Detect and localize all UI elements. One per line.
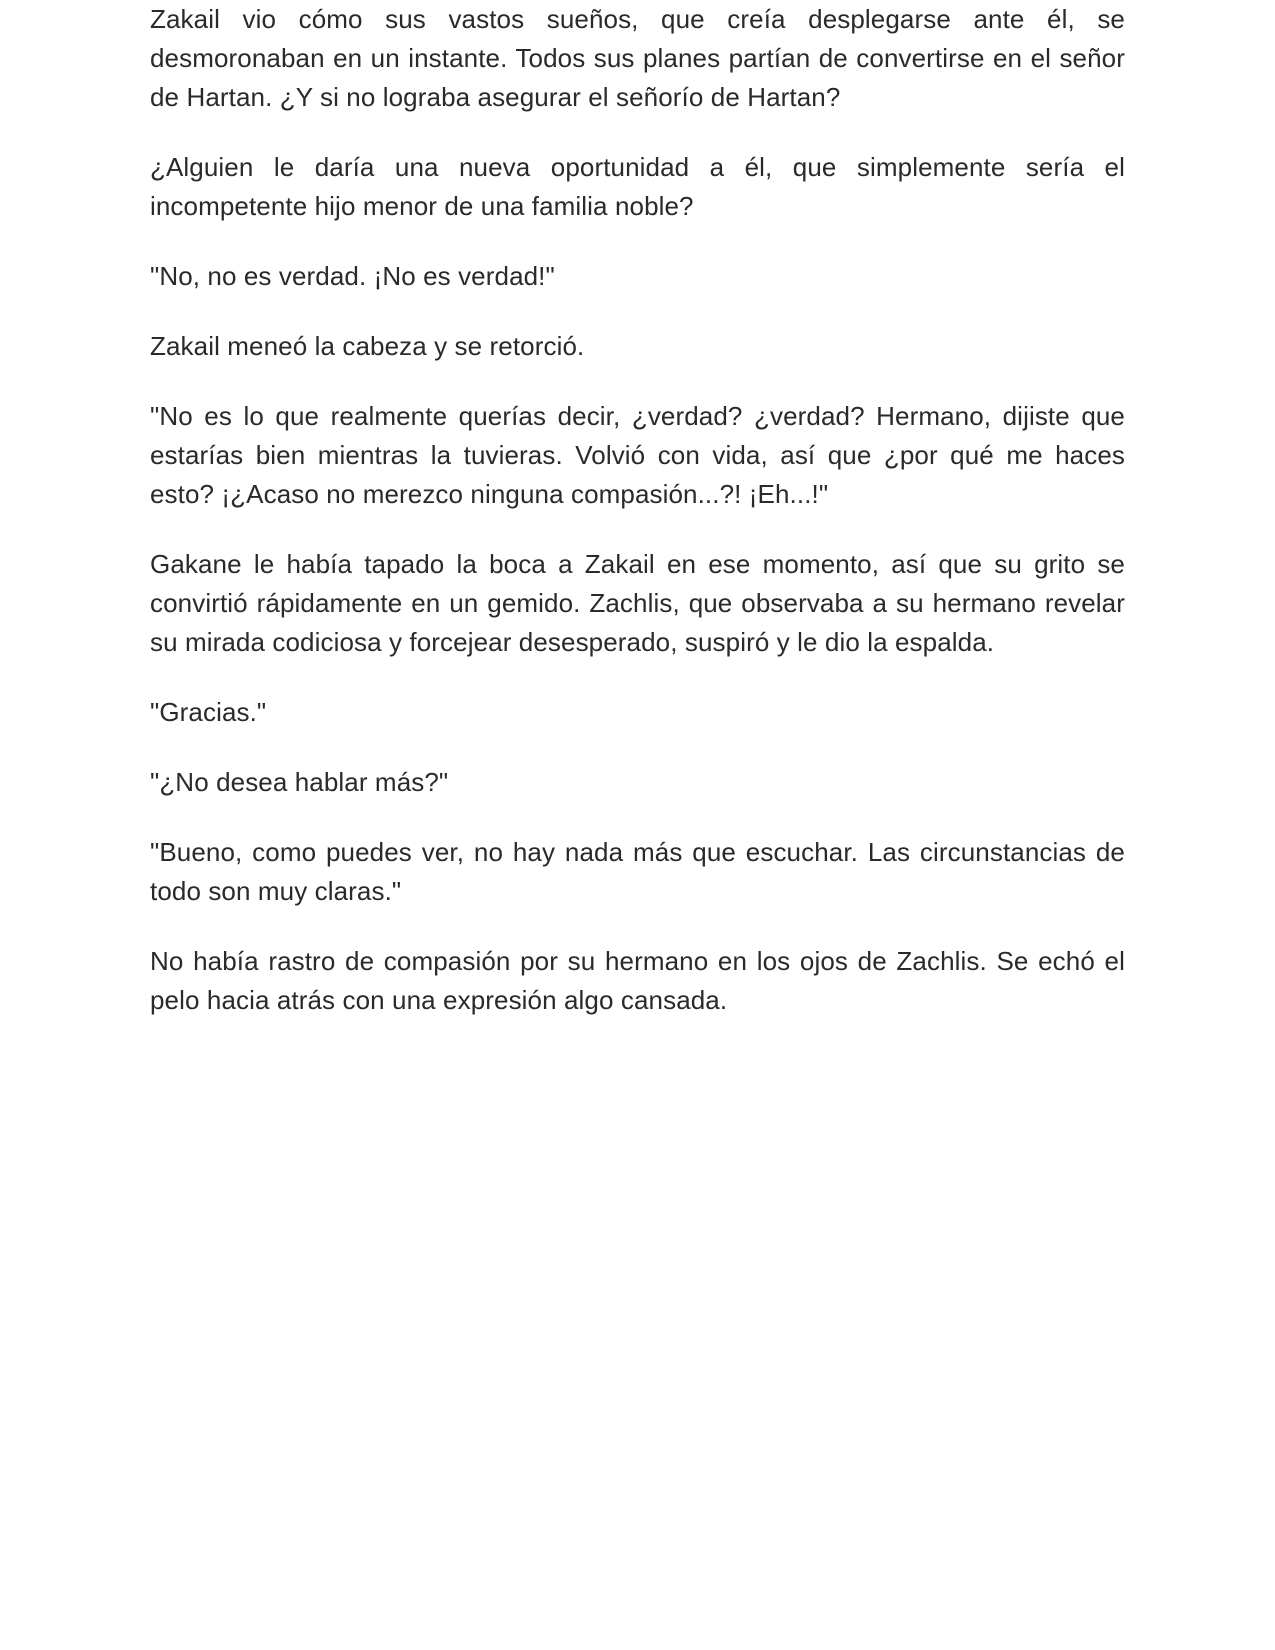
paragraph-1: Zakail vio cómo sus vastos sueños, que creía desplegarse ante él, se desmoronaban en un instante. Todos sus planes partían de convertirse en el señor de Hartan. ¿Y si no lograba asegurar el señorío de Hartan? xyxy=(150,4,1125,112)
paragraph-8: "¿No desea hablar más?" xyxy=(150,767,449,797)
document-page xyxy=(150,0,1125,1051)
paragraph-2: ¿Alguien le daría una nueva oportunidad a él, que simplemente sería el incompetente hijo menor de una familia noble? xyxy=(150,152,1125,221)
paragraph-4: Zakail meneó la cabeza y se retorció. xyxy=(150,331,585,361)
paragraph-3: "No, no es verdad. ¡No es verdad!" xyxy=(150,261,555,291)
paragraph-7: "Gracias." xyxy=(150,697,267,727)
paragraph-5: "No es lo que realmente querías decir, ¿verdad? ¿verdad? Hermano, dijiste que estarías bien mientras la tuvieras. Volvió con vida, así que ¿por qué me haces esto? ¡¿Acaso no merezco ninguna compasión...?! ¡Eh...!" xyxy=(150,401,1125,509)
paragraph-10: No había rastro de compasión por su hermano en los ojos de Zachlis. Se echó el pelo hacia atrás con una expresión algo cansada. xyxy=(150,946,1125,1015)
paragraph-9: "Bueno, como puedes ver, no hay nada más que escuchar. Las circunstancias de todo son muy claras." xyxy=(150,837,1125,906)
paragraph-6: Gakane le había tapado la boca a Zakail en ese momento, así que su grito se convirtió rápidamente en un gemido. Zachlis, que observaba a su hermano revelar su mirada codiciosa y forcejear desesperado, suspiró y le dio la espalda. xyxy=(150,549,1125,657)
